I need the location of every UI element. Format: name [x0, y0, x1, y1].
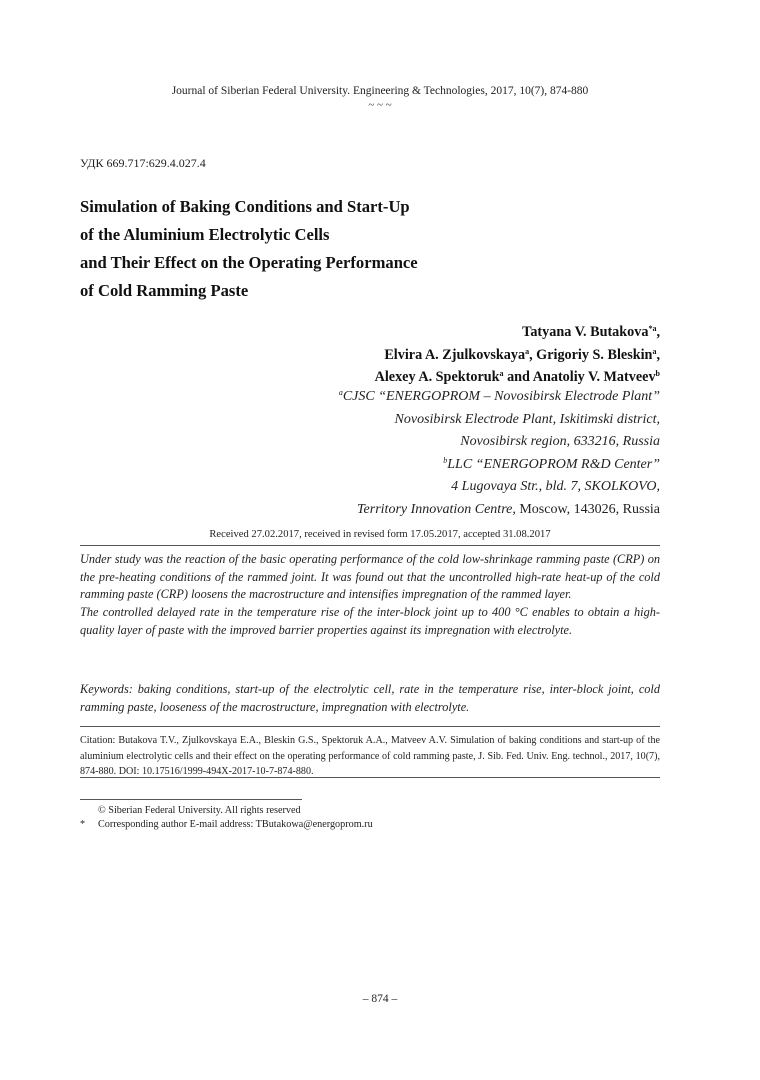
abstract-paragraph: The controlled delayed rate in the temperature rise of the inter-block joint up to 400 °C enables to obtain a high-quality layer of paste with the improved barrier properties against its impregnation with electrolyte.	[80, 605, 660, 637]
affiliation-line	[339, 454, 660, 477]
udk-code: УДК 669.717:629.4.027.4	[80, 156, 206, 170]
author-separator: ,	[656, 346, 660, 363]
affiliation-line: Novosibirsk region, 633216, Russia	[460, 434, 660, 449]
affiliation-city: Moscow, 143026, Russia	[519, 501, 660, 517]
footnotes	[80, 804, 660, 832]
journal-ornament: ~ ~ ~	[368, 99, 392, 111]
affiliation-list	[339, 386, 660, 521]
affiliation-text: Territory Innovation Centre,	[357, 501, 516, 517]
abstract-top-rule	[80, 545, 660, 546]
affiliation-text: LLC “ENERGOPROM R&D Center”	[447, 456, 660, 472]
author-separator: and	[503, 369, 530, 385]
page-number: – 874 –	[362, 993, 398, 1005]
affiliation-mark: a	[338, 388, 343, 397]
author-affiliation-mark: a	[525, 346, 530, 356]
author-name: Tatyana V. Butakova	[522, 324, 649, 340]
citation: Citation: Butakova T.V., Zjulkovskaya E.A., Bleskin G.S., Spektoruk A.A., Matveev A.V. Simulation of baking conditions and start-up of the aluminium electrolytic cells and their effect on the operating performance of cold ramming paste, J. Sib. Fed. Univ. Eng. technol., 2017, 10(7), 874-880. DOI: 10.17516/1999-494X-2017-10-7-874-880.	[80, 735, 660, 777]
author-affiliation-mark: a	[652, 346, 657, 356]
author-name: Elvira A. Zjulkovskaya	[384, 346, 526, 363]
footnote-text: © Siberian Federal University. All rights reserved	[98, 805, 301, 816]
paper-title	[80, 193, 680, 305]
title-line: Simulation of Baking Conditions and Start-Up	[80, 197, 410, 216]
received-dates: Received 27.02.2017, received in revised form 17.05.2017, accepted 31.08.2017	[209, 529, 551, 540]
affiliation-line: Novosibirsk Electrode Plant, Iskitimski district,	[394, 411, 660, 427]
footnote-copyright	[80, 804, 660, 818]
title-line: of Cold Ramming Paste	[80, 281, 249, 300]
title-line: and Their Effect on the Operating Performance	[80, 253, 418, 272]
author-affiliation-mark: *a	[648, 324, 657, 333]
title-line: of the Aluminium Electrolytic Cells	[80, 225, 330, 244]
author-name: Alexey A. Spektoruk	[374, 369, 500, 385]
journal-header: Journal of Siberian Federal University. Engineering & Technologies, 2017, 10(7), 874-880	[171, 85, 589, 97]
abstract	[80, 551, 660, 640]
author-separator: ,	[656, 324, 660, 340]
affiliation-line	[339, 386, 660, 409]
affiliation-mark: b	[443, 455, 448, 465]
author-affiliation-mark: a	[499, 369, 504, 378]
footnote-rule	[80, 799, 302, 800]
author-name: Grigoriy S. Bleskin	[536, 346, 653, 363]
citation-top-rule	[80, 726, 660, 727]
author-line	[375, 321, 660, 344]
author-separator: ,	[529, 346, 533, 363]
affiliation-text: CJSC “ENERGOPROM – Novosibirsk Electrode Plant”	[342, 389, 660, 404]
affiliation-line	[339, 499, 660, 522]
abstract-paragraph: Under study was the reaction of the basic operating performance of the cold low-shrinkage ramming paste (CRP) on the pre-heating conditions of the rammed joint. It was found out that the uncontrolled high-rate heat-up of the cold ramming paste (CRP) loosens the macrostructure and intensifies impregnation of the rammed layer.	[80, 552, 660, 602]
affiliation-line: 4 Lugovaya Str., bld. 7, SKOLKOVO,	[451, 479, 660, 494]
author-line	[375, 344, 660, 367]
footnote-corresponding	[80, 818, 660, 832]
footnote-text: Corresponding author E-mail address: TButakowa@energoprom.ru	[98, 819, 373, 831]
keywords: Keywords: baking conditions, start-up of the electrolytic cell, rate in the temperature rise, inter-block joint, cold ramming paste, looseness of the macrostructure, impregnation with electrolyte.	[80, 682, 660, 714]
citation-bottom-rule	[80, 777, 660, 778]
author-affiliation-mark: b	[655, 369, 660, 378]
author-name: Anatoliy V. Matveev	[532, 369, 656, 385]
author-list	[375, 321, 660, 389]
footnote-mark: *	[80, 819, 86, 831]
